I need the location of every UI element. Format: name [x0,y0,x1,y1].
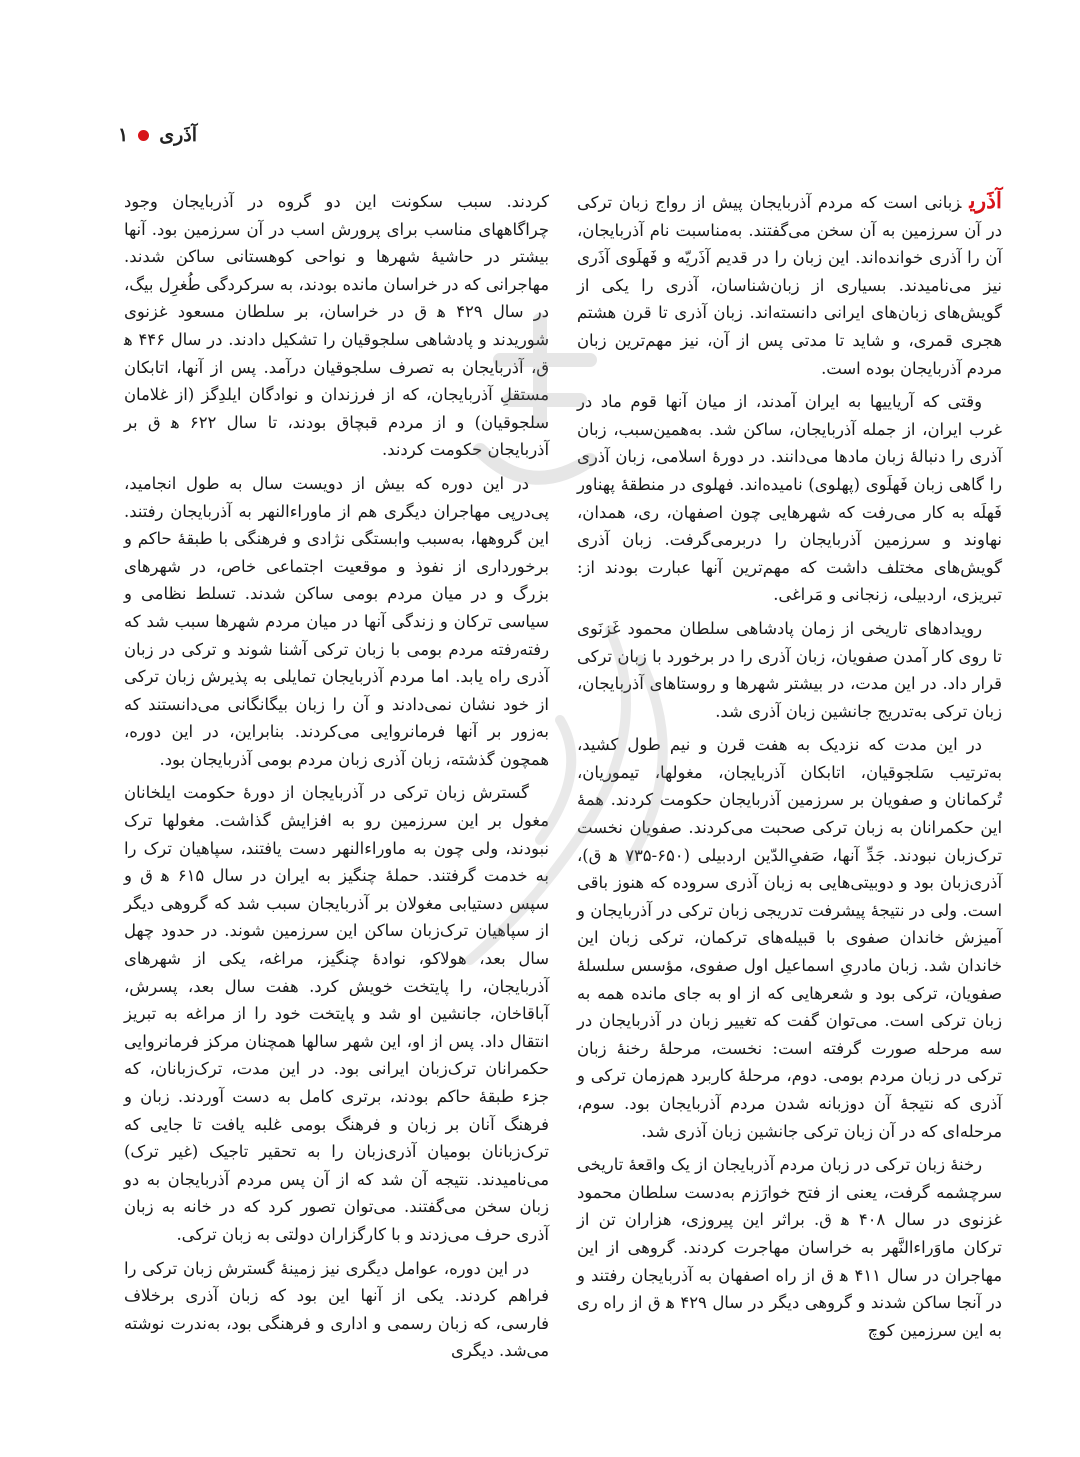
paragraph: رویدادهای تاریخی از زمان پادشاهی سلطان محمود غَزنَوی تا روی کار آمدن صفویان، زبان آذری را در برخورد با زبان ترکی قرار داد. در این مدت، در بیشتر شهرها و روستاهای آذربایجان، زبان ترکی به‌تدریج جانشین زبان آذری شد. [577,618,1002,721]
paragraph: در این دوره، عوامل دیگری نیز زمینهٔ گسترش زبان ترکی را فراهم کردند. یکی از آنها این بود که زبان آذری برخلاف فارسی، که زبان رسمی و اداری و فرهنگی بود، به‌ندرت نوشته می‌شد. دیگری [124,1258,549,1361]
headword: آذَری [969,188,1002,214]
paragraph: در این مدت که نزدیک به هفت قرن و نیم طول کشید، به‌ترتیب سَلجوقیان، اتابکان آذربایجان، مغولها، تیموریان، تُرکمانان و صفویان بر سرزمین آذربایجان حکومت کردند. همهٔ این حکمرانان به زبان ترکی صحبت می‌کردند. صفویان نخست ترک‌زبان نبودند. جَدِّ آنها، صَفیِ‌الدّین اردبیلی (۶۵۰-۷۳۵ ه‍ ق)، آذری‌زبان بود و دوبیتی‌هایی به زبان آذری سروده که هنوز باقی است. ولی در نتیجهٔ پیشرفت تدریجی زبان ترکی در آذربایجان و آمیزش خاندان صفوی با قبیله‌های ترکمان، ترکی زبان این خاندان شد. زبان مادریِ اسماعیل اول صفوی، مؤسس سلسلهٔ صفویان، ترکی بود و شعرهایی که از او به جای مانده همه به زبان ترکی است. می‌توان گفت که تغییر زبان در آذربایجان در سه مرحله صورت گرفته است: نخست، مرحلهٔ رخنهٔ زبان ترکی در زبان مردم بومی. دوم، مرحلهٔ کاربرد هم‌زمان ترکی و آذری که نتیجهٔ آن دوزبانه شدن مردم آذربایجان بود. سوم، مرحله‌ای که در آن زبان ترکی جانشین زبان آذری شد. [577,735,1002,1141]
right-column [577,188,1002,1350]
paragraph: در این دوره که بیش از دویست سال به طول انجامید، پی‌درپی مهاجران دیگری هم از ماوراءالنهر به آذربایجان رفتند. این گروهها، به‌سبب وابستگی نژادی و فرهنگی با طبقهٔ حاکم و برخورداری از نفوذ و موقعیت اجتماعی خاص، در شهرهای بزرگ و در میان مردم بومی ساکن شدند. تسلط نظامی و سیاسی ترکان و زندگی آنها در میان مردم شهرها سبب شد که رفته‌رفته مردم بومی با زبان ترکی آشنا شوند و ترکی در زبان آذری راه یابد. اما مردم آذربایجان تمایلی به پذیرش زبان ترکی از خود نشان نمی‌دادند و آن را زبان بیگانگانی می‌دانستند که به‌زور بر آنها فرمانروایی می‌کردند. بنابراین، در این دوره، همچون گذشته، زبان آذری زبان مردم بومی آذربایجان بود. [124,473,549,769]
paragraph [577,188,1002,382]
paragraph: رخنهٔ زبان ترکی در زبان مردم آذربایجان از یک واقعهٔ تاریخی سرچشمه گرفت، یعنی از فتح خوارَزم به‌دست سلطان محمود غزنوی در سال ۴۰۸ ه‍ ق. براثر این پیروزی، هزاران تن از ترکان ماوَراءالنَّهر به خراسان مهاجرت کردند. گروهی از این مهاجران در سال ۴۱۱ ه‍ ق از راه اصفهان به آذربایجان رفتند و در آنجا ساکن شدند و گروهی دیگر در سال ۴۲۹ ه‍ ق از راه ری به این سرزمین کوچ [577,1155,1002,1340]
paragraph-text: زبانی است که مردم آذربایجان پیش از رواج زبان ترکی در آن سرزمین به آن سخن می‌گفتند. به‌مناسبت نام آذربایجان، آن را آذری خوانده‌اند. این زبان را در قدیم آذَریّه و فَهلَوی آذَری نیز می‌نامیدند. بسیاری از زبان‌شناسان، آذری را یکی از گویش‌های زبان‌های ایرانی دانسته‌اند. زبان آذری تا قرن هشتم هجری قمری، و شاید تا مدتی پس از آن، نیز مهم‌ترین زبان مردم آذربایجان بوده است. [577,193,1002,378]
red-dot-icon [138,130,149,141]
page-header [118,118,378,152]
running-head-title: آذَری [159,124,198,146]
paragraph: وقتی که آریاییها به ایران آمدند، از میان آنها قوم ماد در غرب ایران، از جمله آذربایجان، ساکن شد. به‌همین‌سبب، زبان آذری را دنبالهٔ زبان مادها می‌دانند. در دورهٔ اسلامی، زبان آذری را گاهی زبان فَهلَوی (پهلوی) نامیده‌اند. فهلوی در منطقهٔ پهناور فَهلَه به کار می‌رفت که شهرهایی چون اصفهان، ری، همدان، نهاوند و سرزمین آذربایجان را دربرمی‌گرفت. زبان آذری گویش‌های مختلف داشت که مهم‌ترین آنها عبارت بودند از: تبریزی، اردبیلی، زنجانی و مَراغی. [577,392,1002,605]
paragraph: گسترش زبان ترکی در آذربایجان از دورهٔ حکومت ایلخانان مغول بر این سرزمین رو به افزایش گذاشت. مغولها ترک نبودند، ولی چون به ماوراءالنهر دست یافتند، سپاهیان ترک را به خدمت گرفتند. حملهٔ چنگیز به ایران در سال ۶۱۵ ه‍ ق و سپس دستیابی مغولان بر آذربایجان سبب شد که گروهی دیگر از سپاهیان ترک‌زبان ساکن این سرزمین شوند. در حدود چهل سال بعد، هولاکو، نوادهٔ چنگیز، مراغه، یکی از شهرهای آذربایجان، را پایتخت خویش کرد. هفت سال بعد، پسرش، آباقاخان، جانشین او شد و پایتخت خود را از مراغه به تبریز انتقال داد. پس از او، این شهر سالها همچنان مرکز فرمانروایی حکمرانان ترک‌زبان ایرانی بود. در این مدت، ترک‌زبانان، که جزء طبقهٔ حاکم بودند، برتری کامل به دست آوردند. زبان و فرهنگ آنان بر زبان و فرهنگ بومی غلبه یافت تا جایی که ترک‌زبانان بومیان آذری‌زبان را به تحقیر تاجیک (غیر ترک) می‌نامیدند. نتیجه آن شد که از آن پس مردم آذربایجان به دو زبان سخن می‌گفتند. می‌توان تصور کرد که در خانه به زبان آذری حرف می‌زدند و با کارگزاران دولتی به زبان ترکی. [124,783,549,1244]
page-number: ۱ [118,124,129,146]
paragraph: کردند. سبب سکونت این دو گروه در آذربایجان وجود چراگاههای مناسب برای پرورش اسب در آن سرزمین بود. آنها بیشتر در حاشیهٔ شهرها و نواحی کوهستانی ساکن شدند. مهاجرانی که در خراسان مانده بودند، به سرکردگی طُغرِل بیگ، در سال ۴۲۹ ه‍ ق در خراسان، بر سلطان مسعود غزنوی شوریدند و پادشاهی سلجوقیان را تشکیل دادند. در سال ۴۴۶ ه‍ ق، آذربایجان به تصرف سلجوقیان درآمد. پس از آنها، اتابکان مستقلِ آذربایجان، که از فرزندان و نوادگان ایلدِگز (از غلامان سلجوقیان) و از مردم قبچاق بودند، تا سال ۶۲۲ ه‍ ق بر آذربایجان حکومت کردند. [124,192,549,460]
left-column [124,188,549,1371]
